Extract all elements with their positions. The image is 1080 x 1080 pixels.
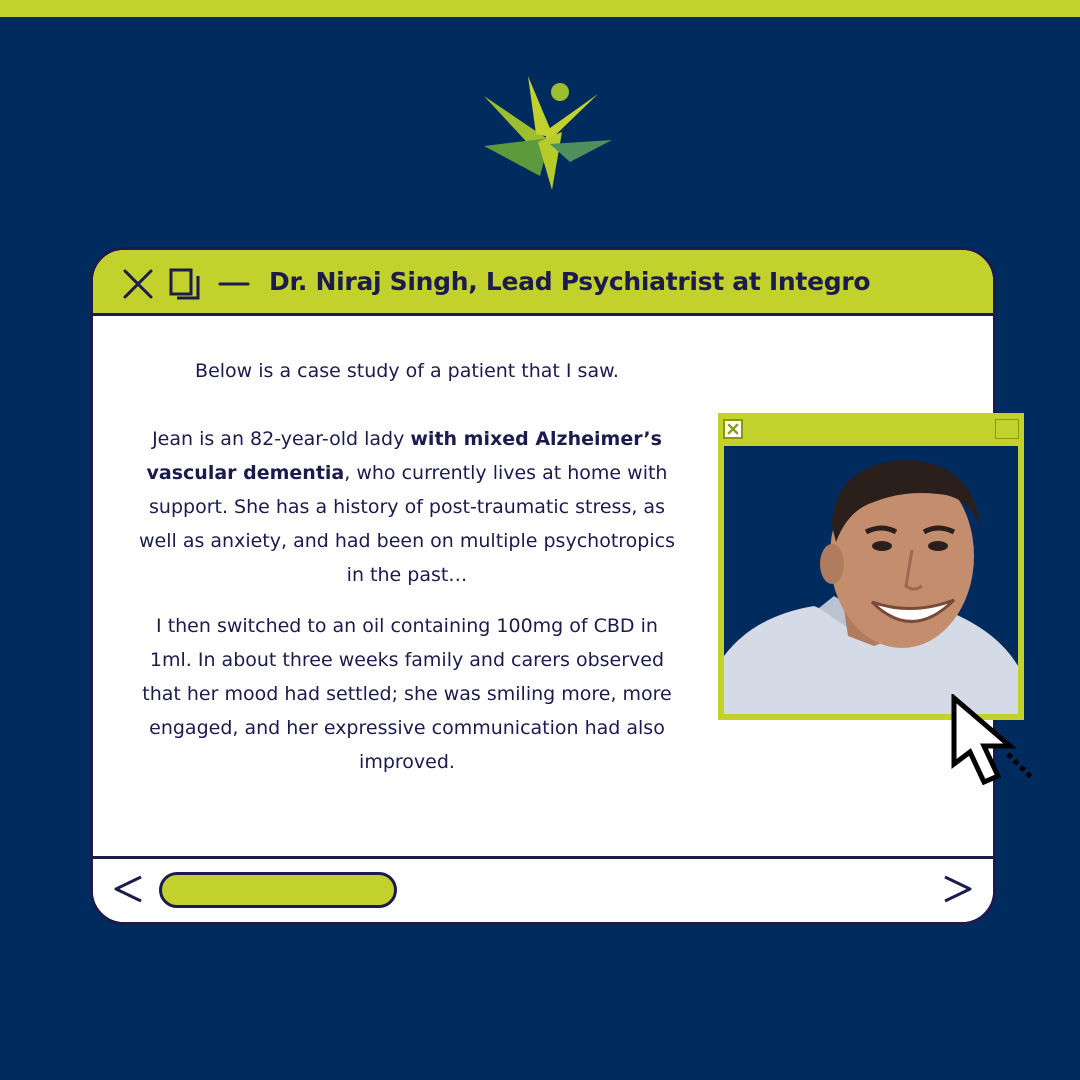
window-titlebar <box>93 250 993 316</box>
pointer-cursor-icon <box>948 694 1038 790</box>
chevron-left-icon[interactable] <box>111 871 145 907</box>
diagnosis-highlight: with mixed Alzheimer’s vascular dementia <box>146 428 662 484</box>
copy-icon[interactable] <box>168 267 202 301</box>
treatment-paragraph: I then switched to an oil containing 100mg of CBD in 1ml. In about three weeks family and carers observed that her mood had settled; she was smiling more, more engaged, and her expressive communication had also improved. <box>142 615 672 773</box>
close-icon[interactable] <box>723 419 743 439</box>
window-footer <box>93 856 993 922</box>
case-study-text <box>133 354 681 779</box>
intro-paragraph: Below is a case study of a patient that I saw. <box>195 360 619 382</box>
photo-window-titlebar <box>721 416 1021 443</box>
top-accent-stripe <box>0 0 1080 17</box>
photo-window <box>718 413 1024 720</box>
chevron-right-icon[interactable] <box>941 871 975 907</box>
close-icon[interactable] <box>121 267 155 301</box>
patient-paragraph <box>133 422 681 592</box>
patient-text-start: Jean is an 82-year-old lady <box>152 428 411 450</box>
portrait-photo <box>724 446 1018 714</box>
patient-text-end: , who currently lives at home with support. She has a history of post-traumatic stress, as well as anxiety, and had been on multiple psychotropics in the past… <box>139 462 675 586</box>
portrait-illustration <box>724 446 1018 714</box>
maximize-icon[interactable] <box>995 419 1019 439</box>
scrollbar-thumb[interactable] <box>159 872 397 908</box>
window-title: Dr. Niraj Singh, Lead Psychiatrist at Integro <box>269 267 871 296</box>
integro-logo <box>480 72 616 192</box>
minimize-icon[interactable] <box>217 267 251 301</box>
